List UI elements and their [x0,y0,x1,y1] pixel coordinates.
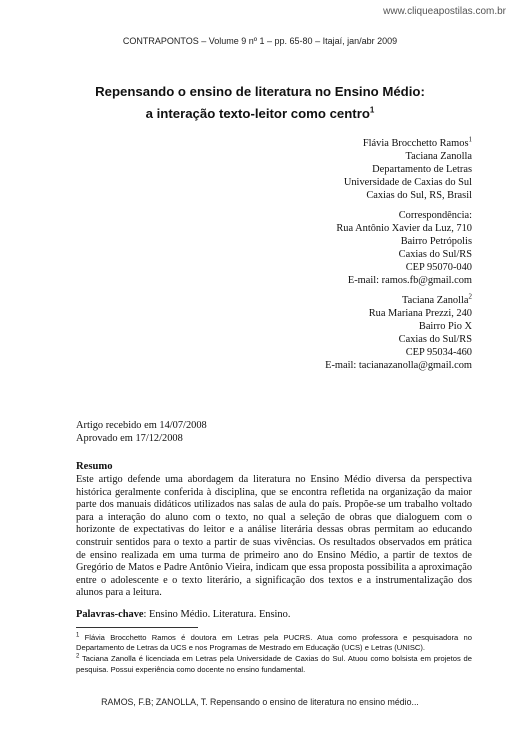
correspondence-2-name-text: Taciana Zanolla [402,295,469,306]
abstract-text: Este artigo defende uma abordagem da literatura no Ensino Médio diversa da perspectiva histórica geralmente conferida à disciplina, que se encontra refletida na organização da maior parte dos manuais didáticos utilizados nas salas de aula do país. Propõe-se um trabalho voltado para a interação do aluno com o texto, no qual a seleção de obras que dialoguem com o horizonte de expectativas do leitor e a análise literária dessas obras permitam ao educando construir sentidos para o texto a partir de suas vivências. Os resultados observados em prática de ensino realizada em uma turma de primeiro ano do Ensino Médio, a partir de textos de Gregório de Matos e Padre Antônio Vieira, indicam que essa proposta possibilita a aproximação entre o adolescente e o texto literário, a significação dos textos e a instrumentalização dos alunos para a leitura. [76,474,472,599]
title-line-2-text: a interação texto-leitor como centro [145,106,370,121]
correspondence-2-district: Bairro Pio X [418,321,472,332]
keywords-text: : Ensino Médio. Literatura. Ensino. [143,609,291,620]
footnote-1-mark: 1 [76,632,80,639]
correspondence-street: Rua Antônio Xavier da Luz, 710 [336,223,472,234]
title-footnote-mark: 1 [369,105,375,115]
correspondence-email: E-mail: ramos.fb@gmail.com [347,275,472,286]
author-2: Taciana Zanolla [405,151,472,162]
footnote-1-text: Flávia Brocchetto Ramos é doutora em Letras pela PUCRS. Atua como professora e pesquisadora no Departamento de Letras da UCS e nos Programas de Mestrado em Educação (UCS) e Letras (UNISC). [76,633,472,653]
correspondence-2-name [325,294,472,307]
footnote-2-text: Taciana Zanolla é licenciada em Letras pela Universidade de Caxias do Sul. Atuou como bolsista em projetos de pesquisa. Possui experiência como docente no ensino fundamental. [76,654,472,674]
footnote-1 [76,633,472,653]
abstract-heading: Resumo [76,461,113,472]
journal-header: CONTRAPONTOS – Volume 9 nº 1 – pp. 65-80 – Itajaí, jan/abr 2009 [122,36,398,46]
footnote-2 [76,654,472,674]
correspondence-2-email: E-mail: tacianazanolla@gmail.com [325,360,472,371]
correspondence-cep: CEP 95070-040 [405,262,472,273]
correspondence-2-city: Caxias do Sul/RS [398,334,472,345]
footnote-2-mark: 2 [76,653,80,660]
correspondence-2-cep: CEP 95034-460 [405,347,472,358]
author-city: Caxias do Sul, RS, Brasil [366,190,472,201]
correspondence-district: Bairro Petrópolis [400,236,472,247]
keywords [76,609,290,620]
author-1-name: Flávia Brocchetto Ramos [362,138,469,149]
watermark-url: www.cliqueapostilas.com.br [383,6,506,17]
author-1 [344,137,472,150]
correspondence-2-street: Rua Mariana Prezzi, 240 [368,308,472,319]
correspondence-label: Correspondência: [398,210,472,221]
correspondence-block [336,209,472,287]
date-approved: Aprovado em 17/12/2008 [76,433,183,444]
article-title [0,81,520,125]
footnotes [76,633,472,676]
title-line-2 [0,103,520,125]
running-footer: RAMOS, F.B; ZANOLLA, T. Repensando o ensino de literatura no ensino médio... [101,697,419,707]
author-university: Universidade de Caxias do Sul [343,177,472,188]
keywords-label: Palavras-chave [76,609,144,620]
correspondence-2-footnote-mark: 2 [468,292,472,301]
correspondence-city: Caxias do Sul/RS [398,249,472,260]
footnote-divider [76,627,198,628]
article-dates [76,419,207,445]
correspondence-block-2 [325,294,472,372]
author-department: Departamento de Letras [372,164,472,175]
date-received: Artigo recebido em 14/07/2008 [76,420,207,431]
author-1-footnote-mark: 1 [468,135,472,144]
author-block [344,137,472,202]
title-line-1: Repensando o ensino de literatura no Ensino Médio: [95,84,425,99]
